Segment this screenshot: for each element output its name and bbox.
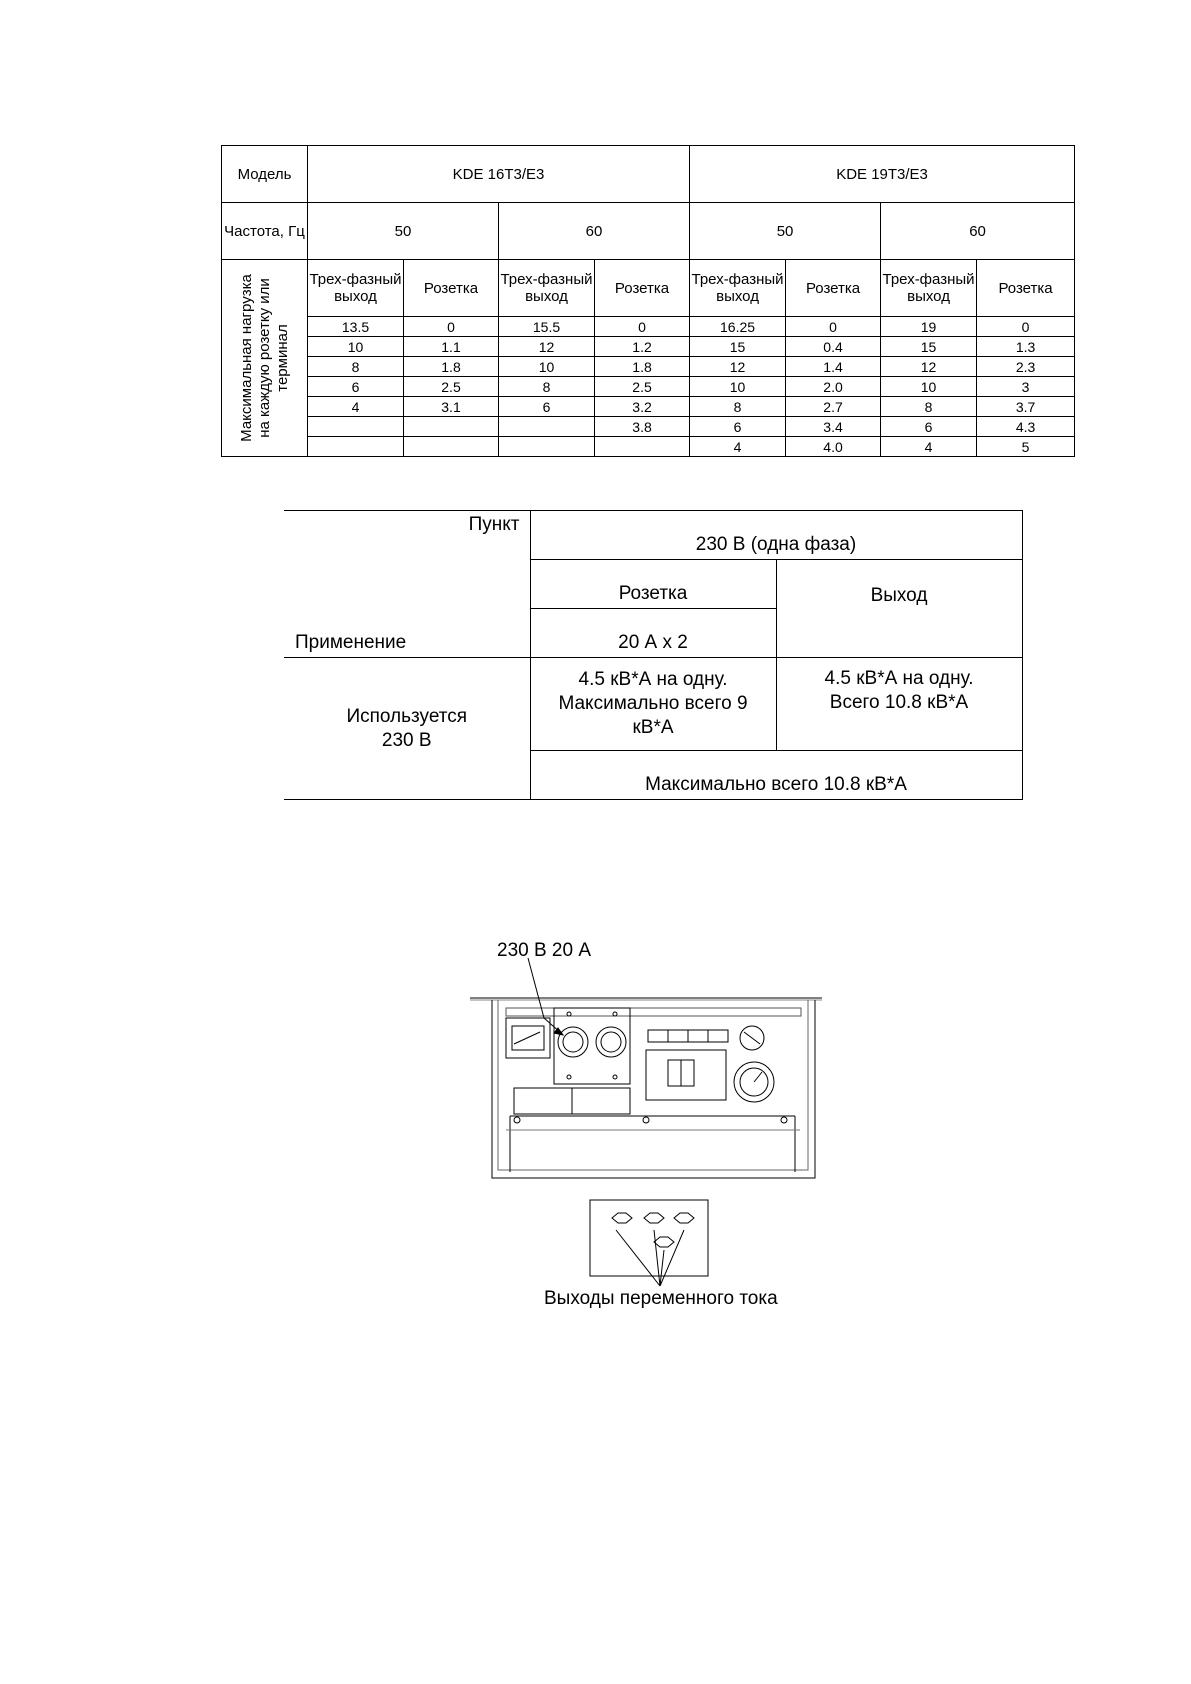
cell: 1.3 [977, 337, 1075, 357]
cell: 4.0 [786, 437, 881, 457]
cell: 19 [881, 317, 977, 337]
cell: 3.7 [977, 397, 1075, 417]
used-label [284, 658, 530, 800]
cell: 15 [881, 337, 977, 357]
model-kde16: KDE 16T3/E3 [308, 146, 690, 203]
cell: 1.8 [404, 357, 499, 377]
cell: 10 [499, 357, 595, 377]
item-label: Пункт [468, 514, 520, 535]
cell: 12 [690, 357, 786, 377]
cell: 6 [881, 417, 977, 437]
col-three-phase: Трех-фазный выход [308, 260, 404, 317]
cell: 2.5 [404, 377, 499, 397]
model-label: Модель [222, 146, 308, 203]
col-three-phase: Трех-фазный выход [499, 260, 595, 317]
cell: 6 [499, 397, 595, 417]
cell [308, 417, 404, 437]
output-capacity-text: 4.5 кВ*А на одну. Всего 10.8 кВ*А [824, 668, 974, 713]
usage-table [284, 510, 1023, 800]
cell [595, 437, 690, 457]
cell: 12 [499, 337, 595, 357]
freq-cell: 60 [881, 203, 1075, 260]
table-row [222, 417, 1075, 437]
table-row [222, 317, 1075, 337]
cell: 8 [308, 357, 404, 377]
used-label-text: Используется 230 В [346, 705, 468, 751]
cell: 2.0 [786, 377, 881, 397]
cell: 1.4 [786, 357, 881, 377]
cell: 0.4 [786, 337, 881, 357]
cell: 13.5 [308, 317, 404, 337]
socket-rating: 20 А х 2 [530, 609, 776, 658]
cell: 2.7 [786, 397, 881, 417]
cell: 15.5 [499, 317, 595, 337]
freq-cell: 50 [308, 203, 499, 260]
application-label: Применение [295, 632, 407, 653]
socket-label: Розетка [530, 560, 776, 609]
socket-callout: 230 В 20 А [497, 940, 592, 961]
ac-outputs-callout: Выходы переменного тока [544, 1288, 778, 1309]
max-load-label [222, 260, 308, 457]
cell: 16.25 [690, 317, 786, 337]
cell: 10 [690, 377, 786, 397]
cell: 10 [308, 337, 404, 357]
cell [404, 437, 499, 457]
cell [499, 437, 595, 457]
cell: 8 [499, 377, 595, 397]
cell: 0 [977, 317, 1075, 337]
socket-capacity-text: 4.5 кВ*А на одну. Максимально всего 9 кВ*А [558, 669, 748, 738]
control-panel-drawing [470, 940, 825, 1310]
cell: 3.8 [595, 417, 690, 437]
voltage-header: 230 В (одна фаза) [530, 511, 1022, 560]
col-socket: Розетка [595, 260, 690, 317]
max-load-text: Максимальная нагрузка на каждую розетку или терминал [237, 274, 291, 442]
cell: 2.5 [595, 377, 690, 397]
cell [404, 417, 499, 437]
cell: 8 [881, 397, 977, 417]
cell: 1.2 [595, 337, 690, 357]
cell: 12 [881, 357, 977, 377]
cell: 10 [881, 377, 977, 397]
freq-cell: 50 [690, 203, 881, 260]
cell: 3.4 [786, 417, 881, 437]
socket-capacity [530, 658, 776, 751]
cell: 3 [977, 377, 1075, 397]
freq-label: Частота, Гц [222, 203, 308, 260]
col-three-phase: Трех-фазный выход [881, 260, 977, 317]
cell: 15 [690, 337, 786, 357]
table-row [222, 437, 1075, 457]
cell: 0 [786, 317, 881, 337]
cell: 0 [404, 317, 499, 337]
load-table [221, 145, 1075, 457]
output-label: Выход [776, 560, 1022, 658]
table-row [222, 337, 1075, 357]
cell: 4.3 [977, 417, 1075, 437]
cell: 1.1 [404, 337, 499, 357]
cell: 2.3 [977, 357, 1075, 377]
total-max: Максимально всего 10.8 кВ*А [530, 751, 1022, 800]
col-socket: Розетка [786, 260, 881, 317]
output-capacity [776, 658, 1022, 751]
control-panel-diagram [470, 940, 825, 1310]
cell: 6 [308, 377, 404, 397]
cell: 5 [977, 437, 1075, 457]
cell [499, 417, 595, 437]
table-row [222, 357, 1075, 377]
cell [308, 437, 404, 457]
model-kde19: KDE 19T3/E3 [690, 146, 1075, 203]
cell: 3.1 [404, 397, 499, 417]
cell: 4 [308, 397, 404, 417]
cell: 8 [690, 397, 786, 417]
col-socket: Розетка [404, 260, 499, 317]
cell: 0 [595, 317, 690, 337]
cell: 4 [690, 437, 786, 457]
col-socket: Розетка [977, 260, 1075, 317]
cell: 6 [690, 417, 786, 437]
corner-cell [284, 511, 530, 658]
col-three-phase: Трех-фазный выход [690, 260, 786, 317]
cell: 3.2 [595, 397, 690, 417]
freq-cell: 60 [499, 203, 690, 260]
table-row [222, 377, 1075, 397]
table-row [222, 397, 1075, 417]
cell: 1.8 [595, 357, 690, 377]
cell: 4 [881, 437, 977, 457]
